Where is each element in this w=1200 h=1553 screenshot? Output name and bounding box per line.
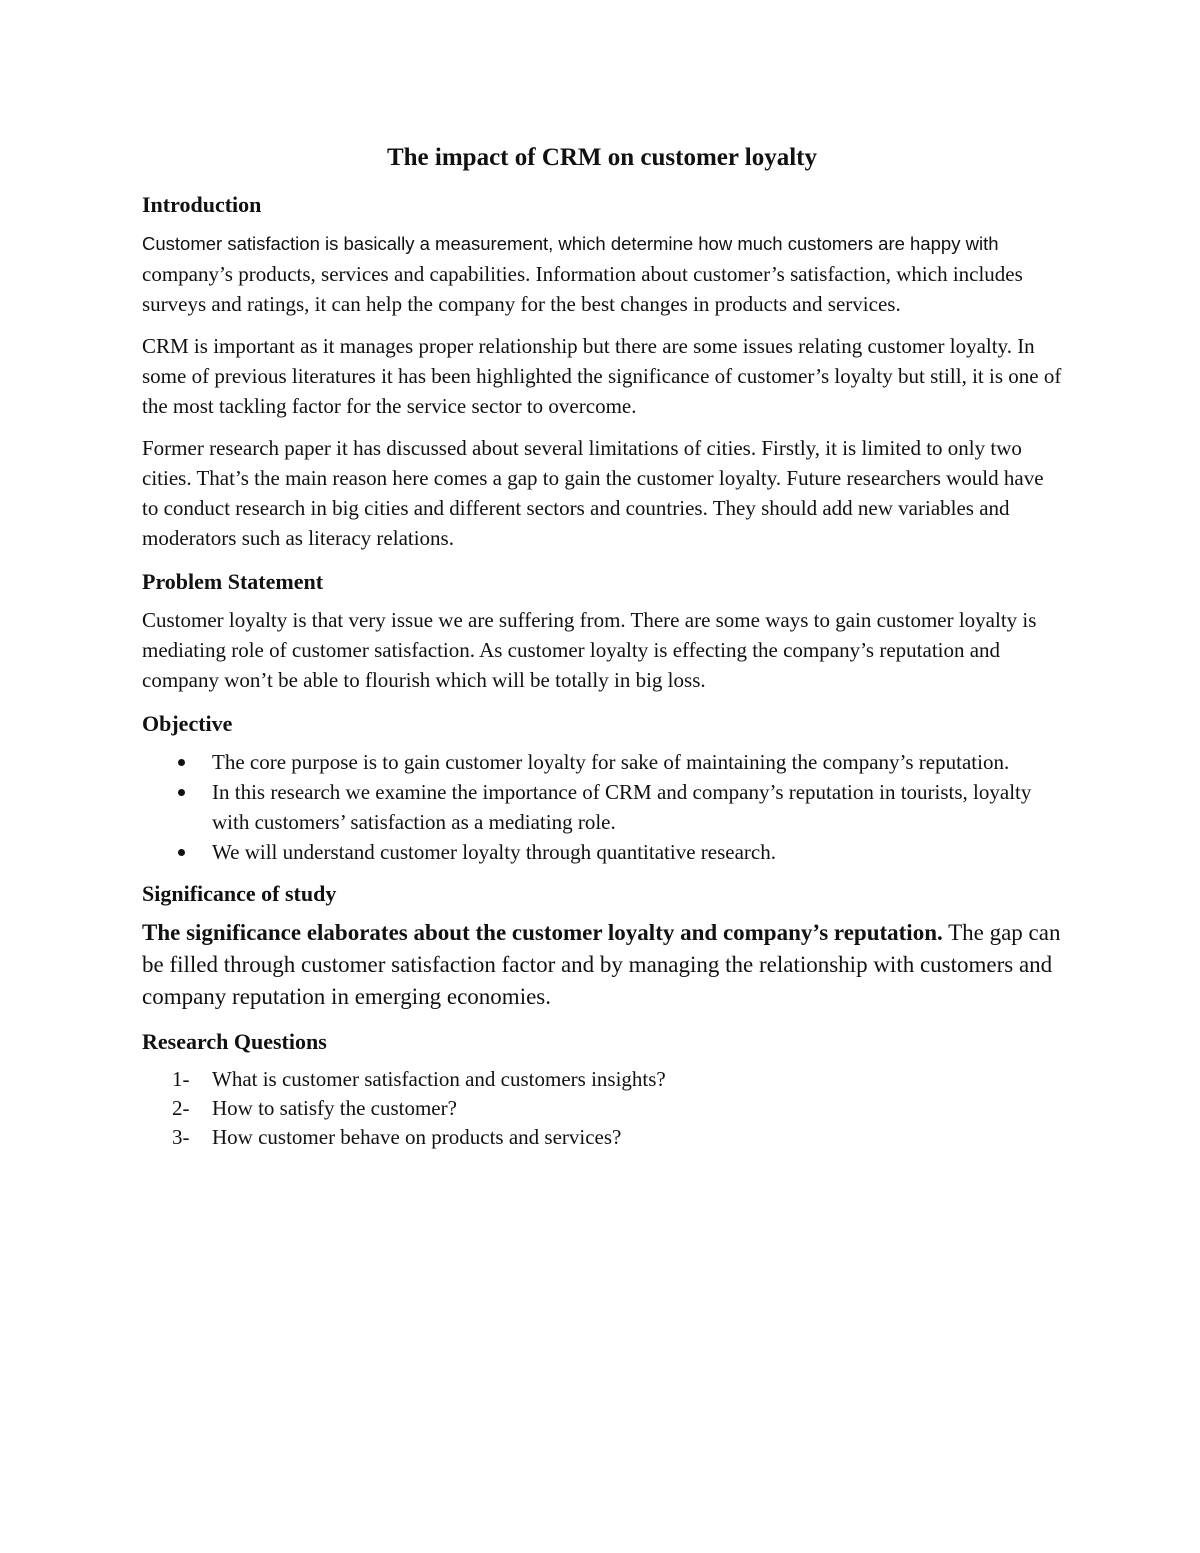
objective-item xyxy=(142,747,1062,777)
research-question-item xyxy=(142,1094,1062,1123)
objective-item-text: The core purpose is to gain customer loyalty for sake of maintaining the company’s reputation. xyxy=(212,750,1010,774)
bullet-icon xyxy=(178,849,185,856)
research-question-item xyxy=(142,1123,1062,1152)
significance-paragraph xyxy=(142,917,1062,1013)
objective-item-text: We will understand customer loyalty through quantitative research. xyxy=(212,840,776,864)
objective-item xyxy=(142,837,1062,867)
objective-heading: Objective xyxy=(142,711,233,736)
introduction-paragraph-3: Former research paper it has discussed about several limitations of cities. Firstly, it is limited to only two cities. That’s the main reason here comes a gap to gain the customer loyalty. Future researchers would have to conduct research in big cities and different sectors and countries. They should add new variables and moderators such as literacy relations. xyxy=(142,436,1044,550)
document-page xyxy=(142,138,1062,1152)
research-questions-heading: Research Questions xyxy=(142,1029,327,1054)
significance-bold-text: The significance elaborates about the customer loyalty and company’s reputation. xyxy=(142,920,943,945)
objective-item xyxy=(142,777,1062,837)
question-text: How customer behave on products and services? xyxy=(212,1125,622,1149)
research-questions-list xyxy=(142,1065,1062,1152)
introduction-paragraph-2: CRM is important as it manages proper relationship but there are some issues relating customer loyalty. In some of previous literatures it has been highlighted the significance of customer’s loyalty but still, it is one of the most tackling factor for the service sector to overcome. xyxy=(142,334,1062,418)
introduction-paragraph-1-first-line: Customer satisfaction is basically a measurement, which determine how much customers are happy with xyxy=(142,233,999,254)
objective-item-text: In this research we examine the importance of CRM and company’s reputation in tourists, loyalty with customers’ satisfaction as a mediating role. xyxy=(212,780,1032,834)
problem-statement-heading: Problem Statement xyxy=(142,569,324,594)
introduction-paragraph-1 xyxy=(142,228,1062,319)
introduction-heading: Introduction xyxy=(142,192,262,217)
question-number: 2- xyxy=(172,1096,190,1120)
significance-heading: Significance of study xyxy=(142,881,337,906)
significance-rest-text: The gap can be filled through customer satisfaction factor and by managing the relationship with customers and company reputation in emerging economies. xyxy=(142,920,1061,1009)
bullet-icon xyxy=(178,789,185,796)
question-number: 1- xyxy=(172,1067,190,1091)
bullet-icon xyxy=(178,759,185,766)
question-text: How to satisfy the customer? xyxy=(212,1096,457,1120)
research-question-item xyxy=(142,1065,1062,1094)
question-text: What is customer satisfaction and customers insights? xyxy=(212,1067,666,1091)
question-number: 3- xyxy=(172,1125,190,1149)
objective-list xyxy=(142,747,1062,867)
document-title: The impact of CRM on customer loyalty xyxy=(386,144,818,171)
problem-statement-paragraph: Customer loyalty is that very issue we are suffering from. There are some ways to gain customer loyalty is mediating role of customer satisfaction. As customer loyalty is effecting the company’s reputation and company won’t be able to flourish which will be totally in big loss. xyxy=(142,608,1037,692)
introduction-paragraph-1-rest: company’s products, services and capabilities. Information about customer’s satisfaction, which includes surveys and ratings, it can help the company for the best changes in products and services. xyxy=(142,262,1023,316)
